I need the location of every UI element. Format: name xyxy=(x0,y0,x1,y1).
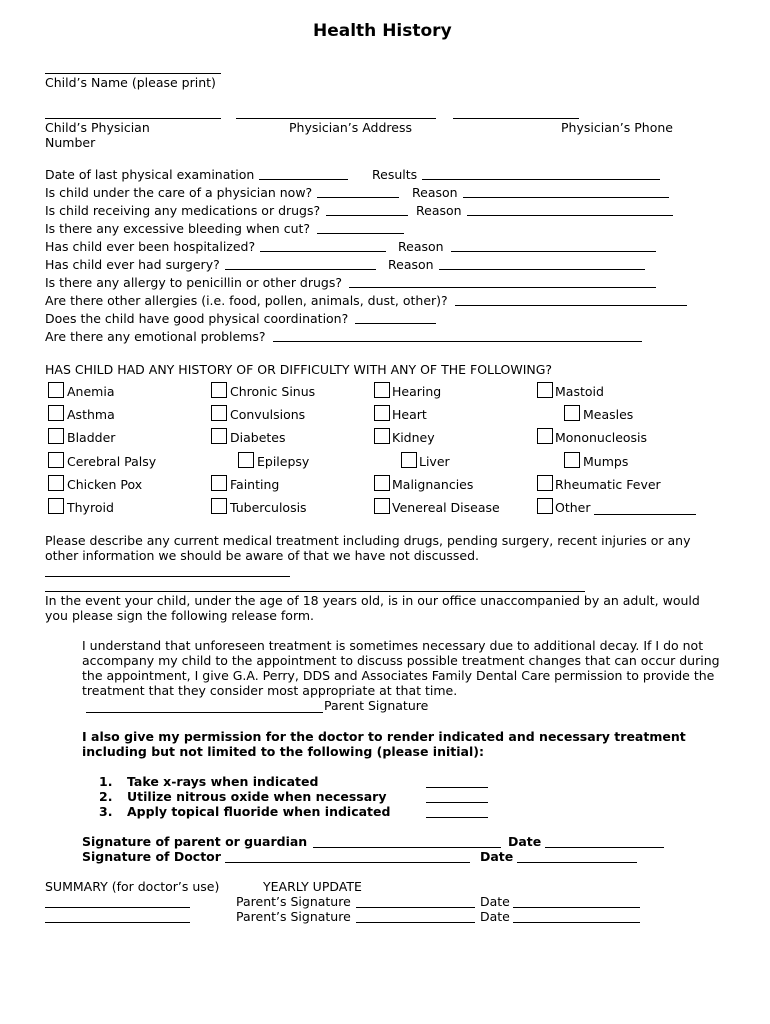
physician-field[interactable] xyxy=(45,118,221,119)
question-last-physical: Date of last physical examination xyxy=(45,167,255,182)
describe-text: Please describe any current medical treatment including drugs, pending surgery, recent injuries or any other information we should be aware of that we have not discussed. xyxy=(45,533,691,563)
checkbox-cerebral-palsy[interactable] xyxy=(48,452,64,468)
checkbox-diabetes[interactable] xyxy=(211,428,227,444)
checkbox-measles[interactable] xyxy=(564,405,580,421)
date-label: Date xyxy=(480,909,510,924)
last-physical-field[interactable] xyxy=(259,179,348,180)
condition-label: Venereal Disease xyxy=(392,500,500,515)
surgery-reason-field[interactable] xyxy=(439,269,645,270)
sig-parent-field[interactable] xyxy=(313,847,501,848)
parent-signature-label: Parent Signature xyxy=(324,698,429,713)
hospitalized-reason-field[interactable] xyxy=(451,251,656,252)
physician-label: Child’s Physician xyxy=(45,120,150,135)
surgery-field[interactable] xyxy=(225,269,376,270)
results-field[interactable] xyxy=(422,179,660,180)
checkbox-mastoid[interactable] xyxy=(537,382,553,398)
condition-label: Thyroid xyxy=(67,500,114,515)
question-coordination: Does the child have good physical coordination? xyxy=(45,311,349,326)
date-label: Date xyxy=(480,894,510,909)
condition-label: Mononucleosis xyxy=(555,430,648,445)
condition-label: Diabetes xyxy=(230,430,286,445)
item-fluoride: Apply topical fluoride when indicated xyxy=(127,804,391,819)
checkbox-rheumatic-fever[interactable] xyxy=(537,475,553,491)
question-under-care: Is child under the care of a physician now? xyxy=(45,185,313,200)
condition-label: Liver xyxy=(419,454,450,469)
checkbox-anemia[interactable] xyxy=(48,382,64,398)
unaccompanied-text: In the event your child, under the age of 18 years old, is in our office unaccompanied by an adult, would you please sign the following release form. xyxy=(45,593,700,623)
page-title: Health History xyxy=(313,21,452,41)
condition-label: Mumps xyxy=(583,454,629,469)
describe-field-1[interactable] xyxy=(45,576,290,577)
checkbox-kidney[interactable] xyxy=(374,428,390,444)
parents-signature-label: Parent’s Signature xyxy=(236,909,351,924)
condition-label: Kidney xyxy=(392,430,435,445)
parent-signature-field[interactable] xyxy=(86,712,323,713)
child-name-field[interactable] xyxy=(45,73,221,74)
sig-doctor-label: Signature of Doctor xyxy=(82,849,221,864)
other-allergies-field[interactable] xyxy=(455,305,687,306)
initial-fluoride-field[interactable] xyxy=(426,817,488,818)
physician-address-label: Physician’s Address xyxy=(289,120,413,135)
condition-label: Epilepsy xyxy=(257,454,310,469)
under-care-reason-field[interactable] xyxy=(463,197,669,198)
checkbox-hearing[interactable] xyxy=(374,382,390,398)
checkbox-heart[interactable] xyxy=(374,405,390,421)
medications-field[interactable] xyxy=(326,215,408,216)
physician-phone-field[interactable] xyxy=(453,118,579,119)
checkbox-fainting[interactable] xyxy=(211,475,227,491)
reason-label: Reason xyxy=(388,257,434,272)
penicillin-field[interactable] xyxy=(349,287,656,288)
checkbox-thyroid[interactable] xyxy=(48,498,64,514)
sig-parent-date-field[interactable] xyxy=(545,847,664,848)
checkbox-chicken-pox[interactable] xyxy=(48,475,64,491)
coordination-field[interactable] xyxy=(355,323,436,324)
reason-label: Reason xyxy=(412,185,458,200)
condition-label: Asthma xyxy=(67,407,115,422)
reason-label: Reason xyxy=(398,239,444,254)
results-label: Results xyxy=(372,167,418,182)
sig-doctor-date-field[interactable] xyxy=(517,862,637,863)
other-condition-field[interactable] xyxy=(594,514,696,515)
sig-doctor-field[interactable] xyxy=(225,862,470,863)
yearly-signature-field-2[interactable] xyxy=(356,922,475,923)
checkbox-malignancies[interactable] xyxy=(374,475,390,491)
condition-label: Bladder xyxy=(67,430,116,445)
hospitalized-field[interactable] xyxy=(260,251,386,252)
bleeding-field[interactable] xyxy=(317,233,404,234)
condition-label: Other xyxy=(555,500,591,515)
condition-label: Rheumatic Fever xyxy=(555,477,661,492)
item-number: 2. xyxy=(99,789,113,804)
question-hospitalized: Has child ever been hospitalized? xyxy=(45,239,256,254)
checkbox-asthma[interactable] xyxy=(48,405,64,421)
child-name-label: Child’s Name (please print) xyxy=(45,75,216,90)
checkbox-other[interactable] xyxy=(537,498,553,514)
condition-label: Cerebral Palsy xyxy=(67,454,157,469)
question-surgery: Has child ever had surgery? xyxy=(45,257,220,272)
date-label: Date xyxy=(480,849,514,864)
item-nitrous: Utilize nitrous oxide when necessary xyxy=(127,789,387,804)
physician-phone-label-cont: Number xyxy=(45,135,96,150)
release-text: I understand that unforeseen treatment is sometimes necessary due to additional decay. If I do not accompany my child to the appointment to discuss possible treatment changes that can occur during the appointment, I give G.A. Perry, DDS and Associates Family Dental Care permission to provide the treatment that they consider most appropriate at that time. xyxy=(82,638,720,698)
checkbox-liver[interactable] xyxy=(401,452,417,468)
item-xrays: Take x-rays when indicated xyxy=(127,774,319,789)
under-care-field[interactable] xyxy=(317,197,399,198)
checkbox-bladder[interactable] xyxy=(48,428,64,444)
summary-label: SUMMARY (for doctor’s use) xyxy=(45,879,220,894)
medications-reason-field[interactable] xyxy=(467,215,673,216)
sig-parent-label: Signature of parent or guardian xyxy=(82,834,308,849)
physician-address-field[interactable] xyxy=(236,118,436,119)
condition-label: Fainting xyxy=(230,477,280,492)
question-other-allergies: Are there other allergies (i.e. food, pollen, animals, dust, other)? xyxy=(45,293,448,308)
yearly-date-field-2[interactable] xyxy=(513,922,640,923)
checkbox-venereal-disease[interactable] xyxy=(374,498,390,514)
reason-label: Reason xyxy=(416,203,462,218)
yearly-update-label: YEARLY UPDATE xyxy=(263,879,362,894)
question-penicillin: Is there any allergy to penicillin or other drugs? xyxy=(45,275,343,290)
physician-phone-label: Physician’s Phone xyxy=(561,120,673,135)
checkbox-mumps[interactable] xyxy=(564,452,580,468)
checkbox-convulsions[interactable] xyxy=(211,405,227,421)
checkbox-chronic-sinus[interactable] xyxy=(211,382,227,398)
yearly-signature-field-1[interactable] xyxy=(356,907,475,908)
question-medications: Is child receiving any medications or drugs? xyxy=(45,203,321,218)
question-emotional: Are there any emotional problems? xyxy=(45,329,266,344)
emotional-field[interactable] xyxy=(273,341,642,342)
summary-field-1[interactable] xyxy=(45,907,190,908)
item-number: 3. xyxy=(99,804,113,819)
condition-label: Measles xyxy=(583,407,634,422)
question-bleeding: Is there any excessive bleeding when cut? xyxy=(45,221,311,236)
initial-nitrous-field[interactable] xyxy=(426,802,488,803)
condition-label: Chicken Pox xyxy=(67,477,143,492)
describe-field-2[interactable] xyxy=(45,591,585,592)
condition-label: Anemia xyxy=(67,384,115,399)
item-number: 1. xyxy=(99,774,113,789)
yearly-date-field-1[interactable] xyxy=(513,907,640,908)
summary-field-2[interactable] xyxy=(45,922,190,923)
condition-label: Chronic Sinus xyxy=(230,384,316,399)
checkbox-mononucleosis[interactable] xyxy=(537,428,553,444)
permission-text: I also give my permission for the doctor to render indicated and necessary treatment including but not limited to the following (please initial): xyxy=(82,729,686,759)
date-label: Date xyxy=(508,834,542,849)
parents-signature-label: Parent’s Signature xyxy=(236,894,351,909)
checkbox-tuberculosis[interactable] xyxy=(211,498,227,514)
condition-label: Convulsions xyxy=(230,407,306,422)
condition-label: Hearing xyxy=(392,384,442,399)
condition-label: Malignancies xyxy=(392,477,474,492)
checkbox-epilepsy[interactable] xyxy=(238,452,254,468)
condition-label: Tuberculosis xyxy=(230,500,307,515)
history-heading: HAS CHILD HAD ANY HISTORY OF OR DIFFICULTY WITH ANY OF THE FOLLOWING? xyxy=(45,362,553,377)
initial-xrays-field[interactable] xyxy=(426,787,488,788)
condition-label: Mastoid xyxy=(555,384,604,399)
condition-label: Heart xyxy=(392,407,427,422)
